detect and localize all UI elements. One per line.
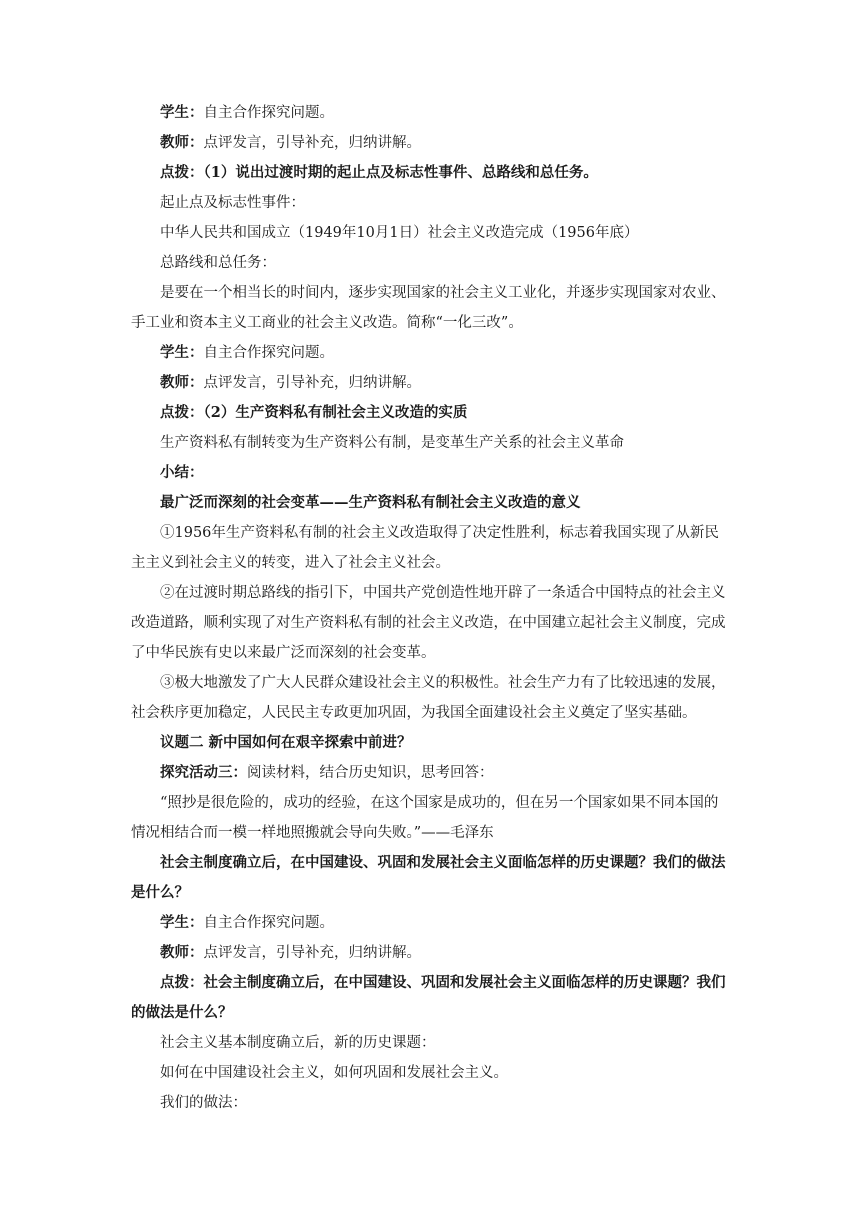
teacher-label: 教师：	[160, 374, 204, 391]
paragraph: 总路线和总任务：	[160, 255, 276, 271]
activity-line	[131, 758, 731, 788]
student-line	[131, 338, 731, 368]
student-label: 学生：	[160, 914, 204, 931]
topic-heading: 议题二 新中国如何在艰辛探索中前进？	[160, 734, 412, 751]
hint-label: 点拨：	[160, 404, 204, 421]
hint-line	[131, 158, 731, 188]
hint-text: （1）说出过渡时期的起止点及标志性事件、总路线和总任务。	[203, 164, 598, 181]
hint-text: （2）生产资料私有制社会主义改造的实质	[203, 404, 468, 421]
student-line	[131, 98, 731, 128]
hint-label: 点拨：	[160, 974, 204, 991]
paragraph: 起止点及标志性事件：	[160, 195, 305, 211]
teacher-line	[131, 368, 731, 398]
section-heading: 最广泛而深刻的社会变革——生产资料私有制社会主义改造的意义	[160, 494, 581, 511]
student-text: 自主合作探究问题。	[203, 105, 334, 121]
student-label: 学生：	[160, 344, 204, 361]
paragraph: ①1956年生产资料私有制的社会主义改造取得了决定性胜利，标志着我国实现了从新民主主义到社会主义的转变，进入了社会主义社会。	[131, 525, 719, 571]
paragraph: 社会主义基本制度确立后，新的历史课题：	[160, 1035, 436, 1051]
teacher-line	[131, 128, 731, 158]
quote-paragraph: “照抄是很危险的，成功的经验，在这个国家是成功的，但在另一个国家如果不同本国的情况相结合而一模一样地照搬就会导向失败。”——毛泽东	[131, 795, 719, 841]
teacher-label: 教师：	[160, 134, 204, 151]
paragraph: 生产资料私有制转变为生产资料公有制，是变革生产关系的社会主义革命	[160, 435, 624, 451]
hint-line	[131, 968, 731, 1028]
paragraph: 我们的做法：	[160, 1095, 247, 1111]
activity-text: 阅读材料，结合历史知识，思考回答：	[247, 765, 494, 781]
hint-line	[131, 398, 731, 428]
teacher-line	[131, 938, 731, 968]
paragraph: ②在过渡时期总路线的指引下，中国共产党创造性地开辟了一条适合中国特点的社会主义改造道路，顺利实现了对生产资料私有制的社会主义改造，在中国建立起社会主义制度，完成了中华民族有史以来最广泛而深刻的社会变革。	[131, 585, 726, 661]
paragraph: 如何在中国建设社会主义，如何巩固和发展社会主义。	[160, 1065, 508, 1081]
summary-heading: 小结：	[160, 464, 204, 481]
teacher-label: 教师：	[160, 944, 204, 961]
paragraph: 中华人民共和国成立（1949年10月1日）社会主义改造完成（1956年底）	[160, 225, 639, 241]
teacher-text: 点评发言，引导补充，归纳讲解。	[203, 375, 421, 391]
student-label: 学生：	[160, 104, 204, 121]
student-text: 自主合作探究问题。	[203, 345, 334, 361]
student-line	[131, 908, 731, 938]
activity-label: 探究活动三：	[160, 764, 247, 781]
paragraph: 是要在一个相当长的时间内，逐步实现国家的社会主义工业化，并逐步实现国家对农业、手工业和资本主义工商业的社会主义改造。简称“一化三改”。	[131, 285, 726, 331]
paragraph: ③极大地激发了广大人民群众建设社会主义的积极性。社会生产力有了比较迅速的发展，社会秩序更加稳定，人民民主专政更加巩固，为我国全面建设社会主义奠定了坚实基础。	[131, 675, 726, 721]
teacher-text: 点评发言，引导补充，归纳讲解。	[203, 135, 421, 151]
hint-text: 社会主制度确立后，在中国建设、巩固和发展社会主义面临怎样的历史课题？我们的做法是什么？	[131, 974, 726, 1021]
document-body	[131, 98, 731, 1118]
student-text: 自主合作探究问题。	[203, 915, 334, 931]
hint-label: 点拨：	[160, 164, 204, 181]
teacher-text: 点评发言，引导补充，归纳讲解。	[203, 945, 421, 961]
question-paragraph: 社会主制度确立后，在中国建设、巩固和发展社会主义面临怎样的历史课题？我们的做法是什么？	[131, 854, 726, 901]
